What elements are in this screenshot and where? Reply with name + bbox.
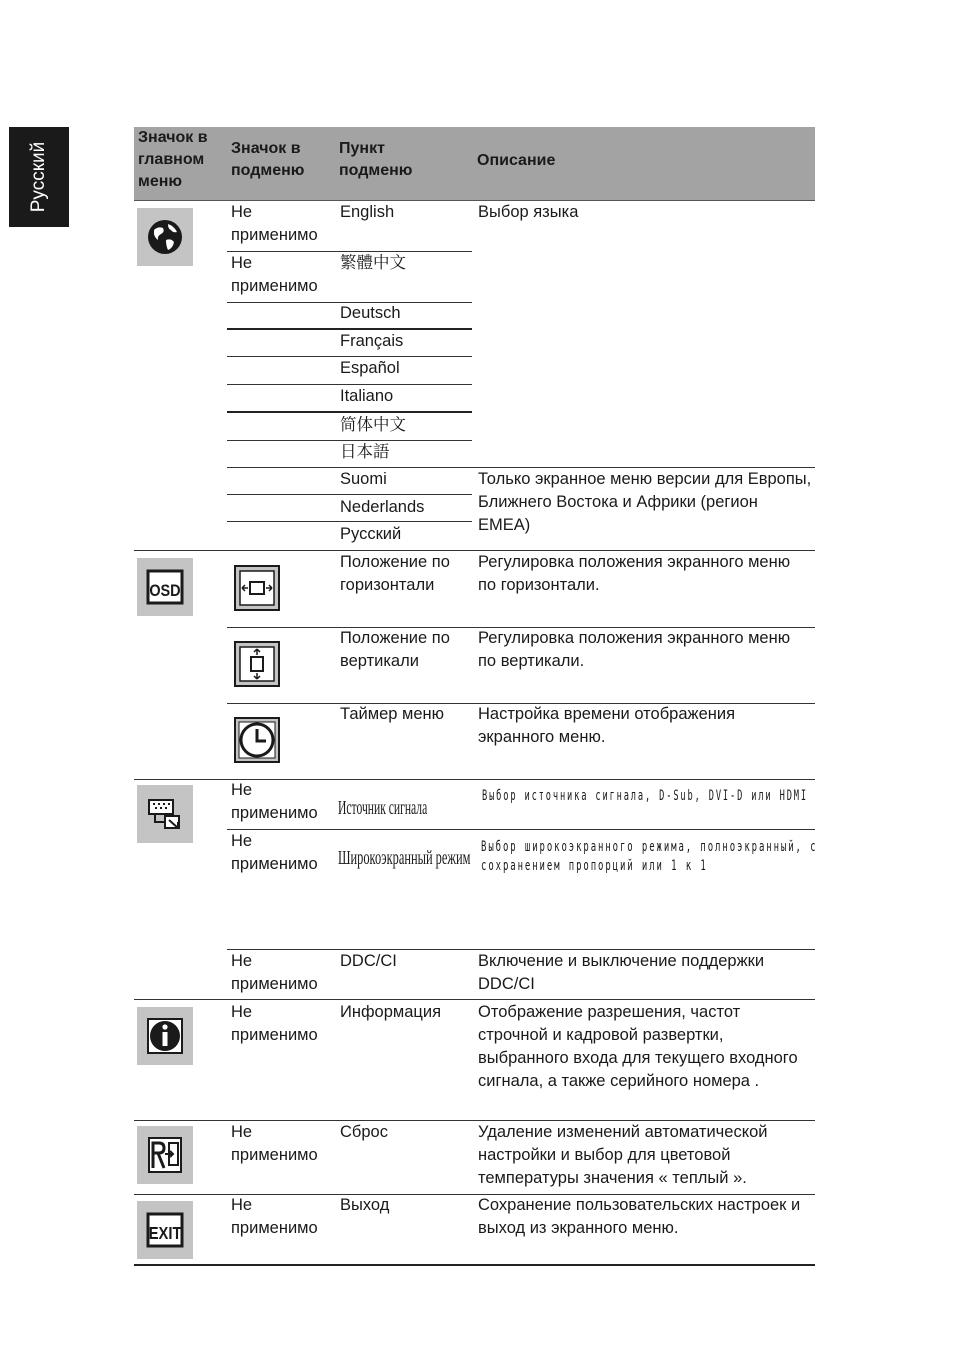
header-submenu-item: Пункт подменю <box>339 140 413 179</box>
na-ddc: Не применимо <box>231 952 318 993</box>
wide-item: Широкоэкранный режим <box>338 847 471 869</box>
header-main-icon: Значок в главном меню <box>138 129 208 190</box>
osd-menu-icon <box>137 558 193 616</box>
lang-emea-desc: Только экранное меню версии для Европы, Ближнего Востока и Африки (регион EMEA) <box>478 470 812 534</box>
exit-icon <box>145 1210 185 1250</box>
h-position-subicon <box>233 564 281 612</box>
reset-item: Сброс <box>340 1123 388 1141</box>
svg-text:OSD: OSD <box>149 581 181 601</box>
globe-icon <box>146 218 184 256</box>
na-reset: Не применимо <box>231 1123 318 1164</box>
lang-desc: Выбор языка <box>478 203 579 221</box>
header-description: Описание <box>477 152 556 169</box>
lang-francais: Français <box>340 332 404 350</box>
source-item: Источник сигнала <box>338 797 428 819</box>
side-tab-label: Русский <box>28 141 49 213</box>
reset-icon <box>145 1135 185 1175</box>
header-sub-icon: Значок в подменю <box>231 140 305 179</box>
timer-item: Таймер меню <box>340 705 445 723</box>
source-desc: Выбор источника сигнала, D-Sub, DVI-D или HDMI <box>482 788 808 804</box>
language-menu-icon <box>137 208 193 266</box>
osd-icon <box>145 567 185 607</box>
na-info: Не применимо <box>231 1003 318 1044</box>
wide-desc: Выбор широкоэкранного режима, полноэкранный, с сохранением пропорций или 1 к 1 <box>481 839 818 874</box>
info-menu-icon <box>137 1007 193 1065</box>
lang-italiano: Italiano <box>340 387 394 405</box>
svg-text:EXIT: EXIT <box>148 1223 182 1244</box>
na-1a: Не применимо <box>231 203 318 244</box>
h-position-desc: Регулировка положения экранного меню по горизонтали. <box>478 553 791 594</box>
h-position-item: Положение по горизонтали <box>340 553 450 594</box>
horizontal-position-icon <box>233 564 281 612</box>
info-desc: Отображение разрешения, частот строчной и кадровой развертки, выбранного входа для текущего входного сигнала, а также серийного номера . <box>478 1003 798 1090</box>
table-header <box>134 127 815 201</box>
lang-japanese: 日本語 <box>340 443 390 461</box>
na-wide: Не применимо <box>231 832 318 873</box>
info-icon <box>145 1016 185 1056</box>
na-2: Не применимо <box>231 254 318 295</box>
timer-desc: Настройка времени отображения экранного меню. <box>478 705 736 746</box>
lang-suomi: Suomi <box>340 470 387 488</box>
exit-item: Выход <box>340 1196 390 1214</box>
lang-nederlands: Nederlands <box>340 498 425 516</box>
input-source-icon <box>145 794 185 834</box>
language-side-tab <box>9 127 69 227</box>
input-menu-icon <box>137 785 193 843</box>
na-source: Не применимо <box>231 781 318 822</box>
v-position-item: Положение по вертикали <box>340 629 450 670</box>
lang-espanol: Español <box>340 359 400 377</box>
lang-deutsch: Deutsch <box>340 304 401 322</box>
lang-trad-chinese: 繁體中文 <box>340 254 406 272</box>
v-position-desc: Регулировка положения экранного меню по вертикали. <box>478 629 791 670</box>
ddc-desc: Включение и выключение поддержки DDC/CI <box>478 952 765 993</box>
na-exit: Не применимо <box>231 1196 318 1237</box>
clock-icon <box>233 716 281 764</box>
info-item: Информация <box>340 1003 442 1021</box>
lang-simpl-chinese: 简体中文 <box>340 416 406 434</box>
exit-desc: Сохранение пользовательских настроек и выход из экранного меню. <box>478 1196 801 1237</box>
exit-menu-icon <box>137 1201 193 1259</box>
reset-menu-icon <box>137 1126 193 1184</box>
v-position-subicon <box>233 640 281 688</box>
lang-english: English <box>340 203 395 221</box>
timer-subicon <box>233 716 281 764</box>
lang-russian: Русский <box>340 525 402 543</box>
reset-desc: Удаление изменений автоматической настройки и выбор для цветовой температуры значения « теплый ». <box>478 1123 768 1187</box>
ddc-item: DDC/CI <box>340 952 397 970</box>
vertical-position-icon <box>233 640 281 688</box>
